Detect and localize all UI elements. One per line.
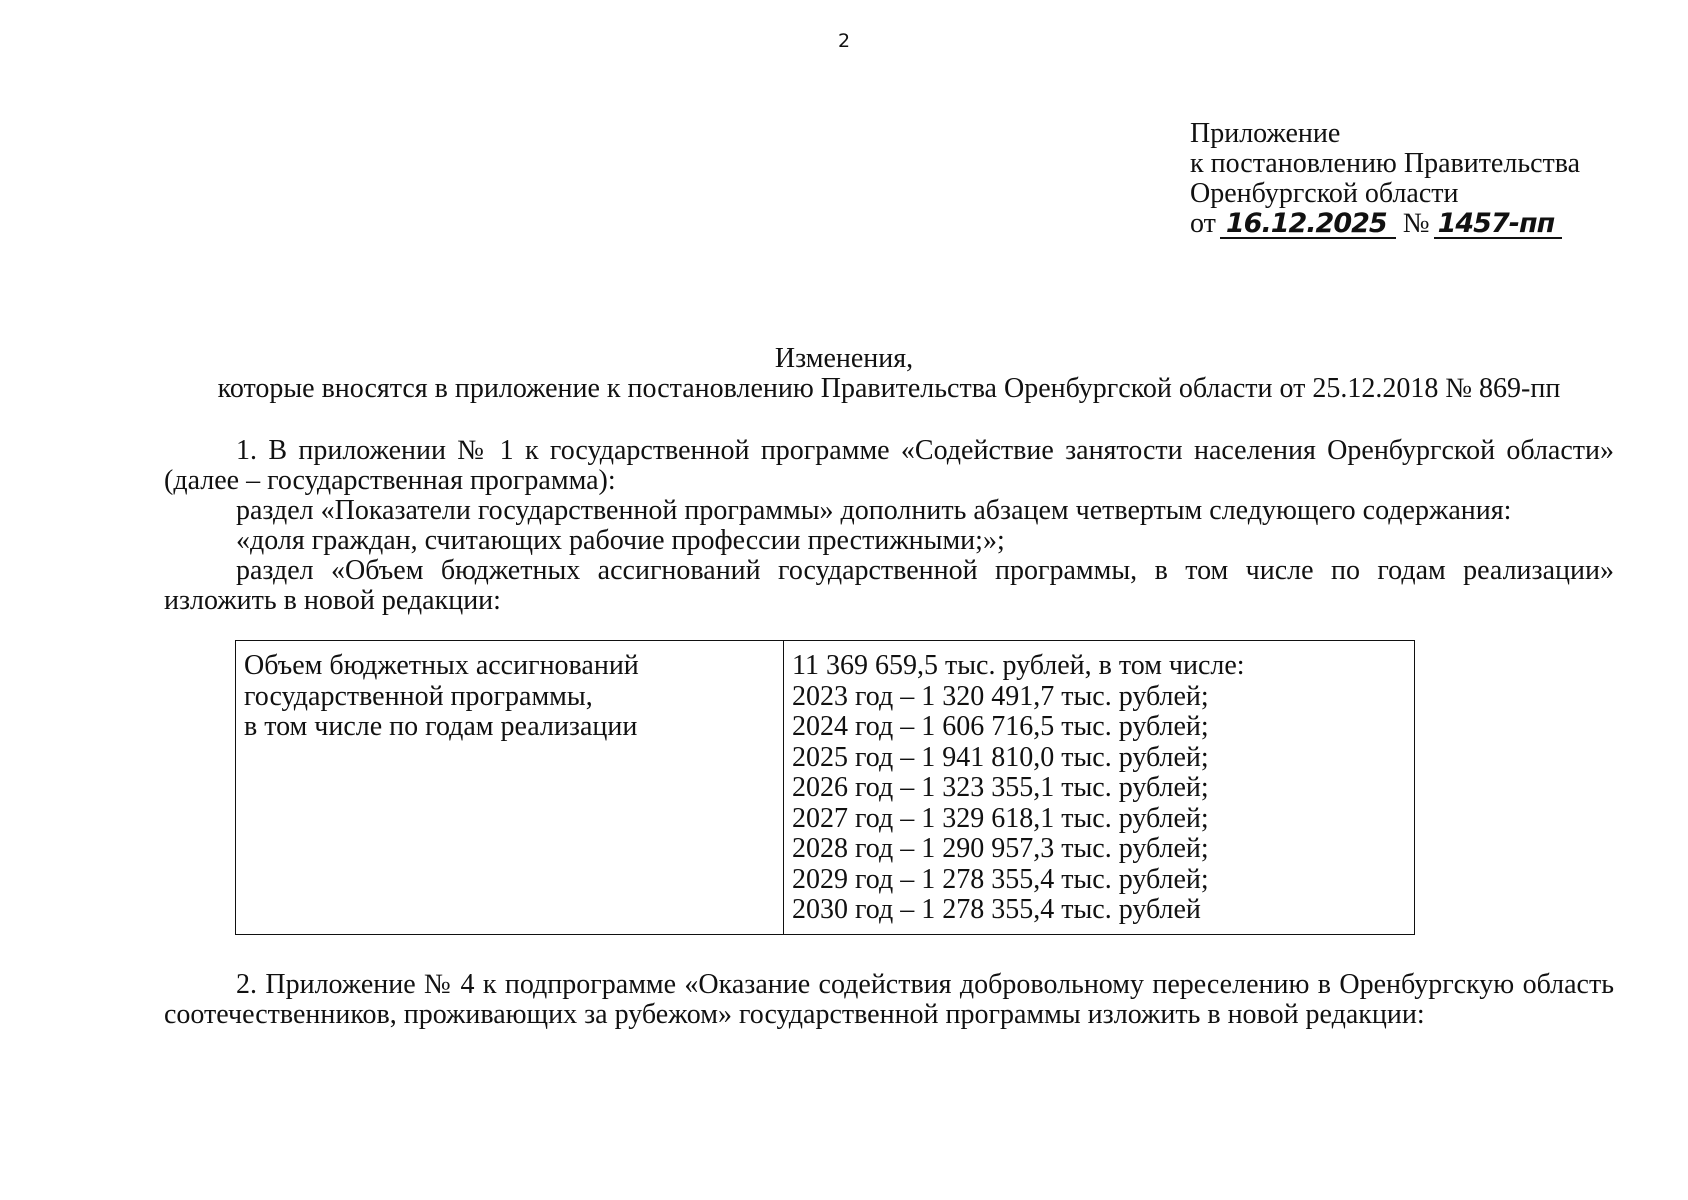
budget-year-line: 2028 год – 1 290 957,3 тыс. рублей; (792, 833, 1209, 864)
approval-line-3: Оренбургской области (1190, 178, 1459, 209)
paragraph-2: раздел «Показатели государственной программы» дополнить абзацем четвертым следующего содержания: (236, 495, 1512, 526)
budget-year-line: 2026 год – 1 323 355,1 тыс. рублей; (792, 772, 1209, 803)
paragraph-4: раздел «Объем бюджетных ассигнований государственной программы, в том числе по годам реализации» изложить в новой редакции: (164, 555, 1614, 616)
handwritten-number: 1457-пп (1434, 211, 1562, 239)
budget-year-line: 2025 год – 1 941 810,0 тыс. рублей; (792, 741, 1209, 773)
page-number: 2 (837, 30, 851, 52)
budget-table-right-cell (784, 641, 1414, 934)
budget-year-line: 2027 год – 1 329 618,1 тыс. рублей; (792, 802, 1209, 834)
budget-year-line: 2030 год – 1 278 355,4 тыс. рублей (792, 894, 1201, 925)
approval-block (1190, 119, 1580, 239)
approval-line-2: к постановлению Правительства (1190, 148, 1581, 179)
approval-line-1: Приложение (1190, 118, 1341, 149)
document-title: Изменения, (774, 343, 914, 374)
paragraph-1: 1. В приложении № 1 к государственной программе «Содействие занятости населения Оренбургской области» (далее – государственная программа): (164, 435, 1614, 496)
budget-left-line: в том числе по годам реализации (244, 711, 638, 742)
budget-left-line: государственной программы, (244, 680, 593, 712)
budget-year-line: 2029 год – 1 278 355,4 тыс. рублей; (792, 863, 1209, 895)
budget-total-line: 11 369 659,5 тыс. рублей, в том числе: (792, 650, 1245, 681)
budget-left-line: Объем бюджетных ассигнований (244, 650, 639, 681)
budget-table-left-cell (236, 641, 784, 934)
budget-year-line: 2023 год – 1 320 491,7 тыс. рублей; (792, 680, 1209, 712)
approval-date-number-line (1190, 209, 1580, 239)
paragraph-3: «доля граждан, считающих рабочие профессии престижными;»; (236, 525, 1005, 556)
budget-table (235, 640, 1415, 935)
approval-number-sign: № (1402, 208, 1430, 239)
budget-year-line: 2024 год – 1 606 716,5 тыс. рублей; (792, 711, 1209, 742)
approval-from-label: от (1190, 208, 1216, 239)
document-subtitle: которые вносятся в приложение к постановлению Правительства Оренбургской области от 25.12.2018 № 869-пп (217, 373, 1561, 404)
handwritten-date: 16.12.2025 (1220, 211, 1396, 239)
paragraph-5: 2. Приложение № 4 к подпрограмме «Оказание содействия добровольному переселению в Оренбургскую область соотечественников, проживающих за рубежом» государственной программы изложить в новой редакции: (164, 969, 1614, 1030)
